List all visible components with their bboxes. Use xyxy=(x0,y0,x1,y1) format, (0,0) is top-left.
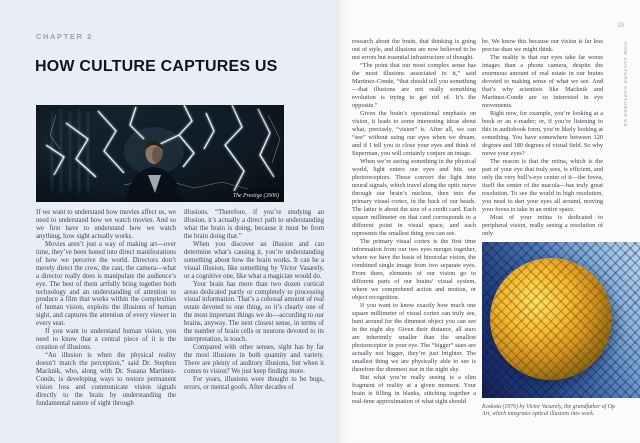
paragraph: Right now, for example, you’re looking at a book or an e-reader; or, if you’re listening to this in audiobook form, you’re likely looking at something. You have somewhere between 120 degrees and 180 degrees of visual field. So why move your eyes? xyxy=(482,110,603,157)
hero-image-caption: The Prestige (2006) xyxy=(232,193,279,199)
paragraph: Most of your retina is dedicated to peripheral vision, really seeing a resolution of only xyxy=(482,214,603,237)
paragraph: illusions. “Therefore, if you’re studying an illusion, it’s actually a direct path to understanding what the brain is doing, because it must be from the brain doing that.” xyxy=(184,209,324,240)
paragraph: If you want to know exactly how much one square millimeter of visual cortex can truly see, hunt around for the dimmest object you can see in the night sky. Given their distance, all stars are inherently smaller than the smallest photoreceptor in your eye. The “bigger” stars are actually not bigger, they’re just brighter. The smallest thing we are physically able to see is therefore the dimmest star in the night sky. xyxy=(352,302,476,373)
paragraph: The reason is that the retina, which is the part of your eye that truly sees, is efficient, and only the very bull’s-eye center of it—the fovea, itself the center of the macula—has truly great resolution. To see the world in high resolution, you need to dart your eyes all around, moving your fovea to take in an entire space. xyxy=(482,158,603,213)
paragraph: Compared with other senses, sight has by far the most illusions in both quantity and variety. There are plenty of auditory illusions, but when it comes to vision? We just keep finding more. xyxy=(184,344,324,376)
paragraph: Movies aren’t just a way of making art—over time, they’ve been honed into direct manifestations of how we perceive the world. Directors don’t merely direct the crew, the cast, the camera—what a director really does is manipulate the audience’s eye. The best of them artfully bring together both technology and an understanding of attention to produce a film that works within the complexities of human vision, exploits the illusions of human sight, and captures the attention of every viewer in every seat. xyxy=(36,240,176,328)
paragraph: If we want to understand how movies affect us, we need to understand how we watch movies. And so we first have to understand how we watch anything, how sight actually works. xyxy=(36,209,176,240)
paragraph: The primary visual cortex is the first time information from our two eyes merges together, where we have the basis of binocular vision, the combined single image from two separate eyes. From there, elements of our vision go to different parts of our brains’ visual system, where we comprehend action and motion, or object recognition. xyxy=(352,238,476,301)
chapter-label: CHAPTER 2 xyxy=(36,32,93,41)
paragraph: Your brain has more than two dozen cortical areas dedicated partly or completely to processing visual information. That’s a colossal amount of real estate devoted to one thing, so it’s clearly one of the most important things we do—according to our brains, anyway. The next closest sense, in terms of the number of brain cells or neurons devoted to its interpretation, is touch. xyxy=(184,280,324,344)
paragraph: When you discover an illusion and can determine what’s causing it, you’re understanding something about how the brain works. It can be a visual illusion, like something by Victor Vasarely, or a cognitive one, like what a magician would do. xyxy=(184,240,324,280)
paragraph: Given the brain’s operational emphasis on vision, it leads to some interesting ideas about what, precisely, “vision” is. After all, we can “see” without using our eyes when we dream, and if I tell you to close your eyes and think of Superman, you will certainly conjure an image. xyxy=(352,110,476,157)
artwork-caption: Koskota (1976) by Victor Vasarely, the grandfather of Op Art, which integrates optical illusions into work. xyxy=(482,404,615,418)
paragraph: If you want to understand human vision, you need to know that a central piece of it is the creation of illusions. xyxy=(36,328,176,352)
running-header: HOW CULTURE CAPTURES US xyxy=(622,42,627,128)
hero-image xyxy=(36,105,284,202)
paragraph: “The point that our most complex sense has the most illusions associated to it,” said Martinez-Conde, “that should tell you something—that illusions are not really something evolution is trying to get rid of. It’s the opposite.” xyxy=(352,62,476,109)
paragraph: research about the brain, that thinking is going out of style, and illusions are now believed to be not errors but essential infrastructure of thought. xyxy=(352,38,476,61)
paragraph: be. We know this because our vision is far less precise than we might think. xyxy=(482,38,603,53)
right-page xyxy=(336,0,640,443)
left-page-column-2 xyxy=(184,209,324,392)
paragraph: When we’re seeing something in the physical world, light enters our eyes and hits our photoreceptors. Those convert the light into neural signals, which travel along the optic nerve through our brain’s nucleus, then into the primary visual cortex, in the back of our heads. The latter is about the size of a credit card. Each square millimeter on that card corresponds to a different point in visual space, and each represents the smallest thing you can see. xyxy=(352,158,476,237)
paragraph: For years, illusions were thought to be bugs, errors, or mental goofs. After decades of xyxy=(184,376,324,391)
vasarely-artwork-image xyxy=(482,242,640,398)
artwork-sphere xyxy=(490,258,612,380)
paragraph: “An illusion is when the physical reality doesn’t match the perception,” said Dr. Stephen Macknik, who, along with Dr. Susana Martinez-Conde, is developing ways to restore permanent vision loss and communicate vision signals directly to the brain by understanding the fundamental nature of sight through xyxy=(36,352,176,407)
page-number: 19 xyxy=(617,23,624,29)
paragraph: The reality is that our eyes take far worse images than a phone camera, despite the enormous amount of real estate in our brains devoted to making sense of what we see. And that’s why scientists like Macknik and Martinez-Conde are so interested in eye movements. xyxy=(482,54,603,109)
right-page-column-2 xyxy=(482,38,603,238)
prestige-still-image xyxy=(36,105,284,202)
page-title: HOW CULTURE CAPTURES US xyxy=(35,58,278,75)
right-page-column-1 xyxy=(352,38,476,406)
left-page-column-1 xyxy=(36,209,176,408)
paragraph: But what you’re really seeing is a slim fragment of reality at a given moment. Your brain is filling in blanks, stitching together a real-time approximation of what sight should xyxy=(352,374,476,405)
